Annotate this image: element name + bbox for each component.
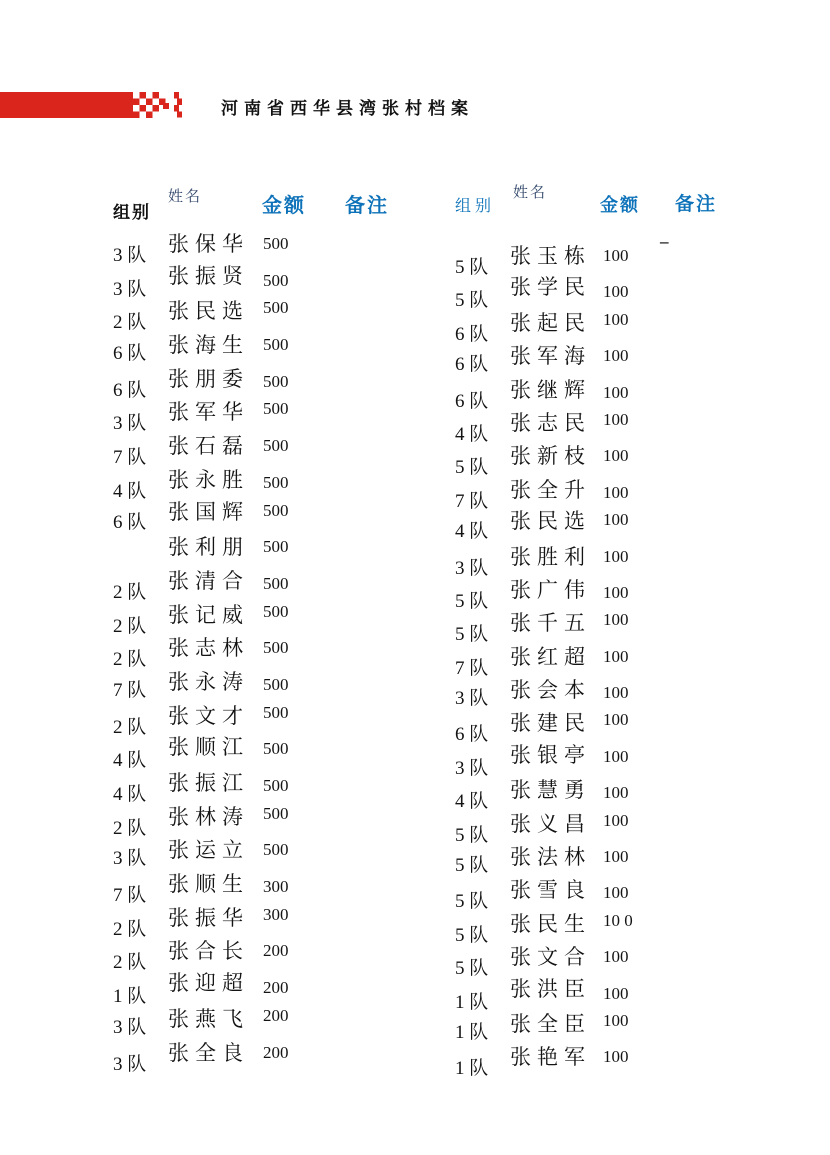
name-cell: 张军华 <box>168 400 249 425</box>
amount-cell: 300 <box>263 904 289 924</box>
group-cell: 1 队 <box>455 1021 489 1043</box>
amount-cell: 10 0 <box>603 910 633 930</box>
amount-cell: 500 <box>263 601 289 621</box>
name-cell: 张学民 <box>510 275 591 300</box>
amount-cell: 100 <box>603 282 629 302</box>
group-cell: 3 队 <box>113 848 147 870</box>
group-cell: 2 队 <box>113 918 147 940</box>
right-header-group: 组别 <box>455 198 496 215</box>
name-cell: 张顺江 <box>168 735 249 760</box>
name-cell: 张利朋 <box>168 535 249 560</box>
amount-cell: 100 <box>603 683 629 703</box>
name-cell: 张艳军 <box>510 1045 591 1070</box>
left-header-group: 组别 <box>113 203 151 222</box>
group-cell: 4 队 <box>113 750 147 772</box>
name-cell: 张燕飞 <box>168 1006 249 1031</box>
group-cell: 5 队 <box>455 624 489 646</box>
group-cell: 6 队 <box>455 390 489 412</box>
group-cell: 5 队 <box>455 824 489 846</box>
amount-cell: 500 <box>263 472 289 492</box>
name-cell: 张永涛 <box>168 669 249 694</box>
group-cell: 6 队 <box>455 323 489 345</box>
name-cell: 张全升 <box>510 477 591 502</box>
group-cell: 3 队 <box>113 1016 147 1038</box>
group-cell: 6 队 <box>113 379 147 401</box>
right-header-amount: 金额 <box>600 195 640 215</box>
amount-cell: 500 <box>263 573 289 593</box>
group-cell: 4 队 <box>113 784 147 805</box>
amount-cell: 100 <box>603 246 629 265</box>
group-cell: 2 队 <box>113 649 147 671</box>
name-cell: 张民选 <box>510 509 591 534</box>
group-cell: 3 队 <box>113 245 147 266</box>
left-header-amount: 金额 <box>262 195 306 217</box>
amount-cell: 500 <box>263 537 289 557</box>
group-cell: 1 队 <box>455 991 489 1013</box>
group-cell: 7 队 <box>455 657 489 679</box>
group-cell: 5 队 <box>455 891 489 913</box>
amount-cell: 500 <box>263 436 289 456</box>
amount-cell: 500 <box>263 674 289 694</box>
group-cell: 1 队 <box>455 1058 489 1080</box>
name-cell: 张慧勇 <box>510 778 591 803</box>
amount-cell: 100 <box>603 510 629 530</box>
name-cell: 张军海 <box>510 344 591 369</box>
amount-cell: 500 <box>263 803 289 823</box>
name-cell: 张广伟 <box>510 577 591 602</box>
group-cell: 7 队 <box>113 679 147 701</box>
name-cell: 张石磊 <box>168 434 249 459</box>
name-cell: 张林涛 <box>168 804 249 829</box>
amount-cell: 100 <box>603 847 629 867</box>
group-cell: 6 队 <box>113 343 147 365</box>
name-cell: 张起民 <box>510 310 591 335</box>
name-cell: 张会本 <box>510 678 591 703</box>
group-cell: 5 队 <box>455 855 489 877</box>
name-cell: 张合长 <box>168 939 249 964</box>
amount-cell: 500 <box>263 500 289 520</box>
amount-cell: 200 <box>263 1042 289 1062</box>
group-cell: 2 队 <box>113 952 147 974</box>
name-cell: 张义昌 <box>510 811 591 836</box>
group-cell: 2 队 <box>113 581 147 603</box>
amount-cell: 500 <box>263 371 289 391</box>
right-header-remark: 备注 <box>675 194 718 215</box>
amount-cell: 100 <box>603 346 629 366</box>
amount-cell: 500 <box>263 776 289 795</box>
group-cell: 4 队 <box>455 791 489 813</box>
group-cell: 7 队 <box>113 447 147 469</box>
group-cell: 3 队 <box>455 757 489 779</box>
amount-cell: 100 <box>603 382 629 402</box>
amount-cell: 200 <box>263 941 289 961</box>
amount-cell: 100 <box>603 446 629 466</box>
group-cell: 5 队 <box>455 958 489 980</box>
name-cell: 张继辉 <box>510 377 591 402</box>
left-header-remark: 备注 <box>345 195 389 217</box>
amount-cell: 500 <box>263 840 289 860</box>
group-cell: 2 队 <box>113 312 147 334</box>
amount-cell: 500 <box>263 335 289 355</box>
group-cell: 6 队 <box>455 724 489 746</box>
amount-cell: 100 <box>603 309 629 329</box>
name-cell: 张红超 <box>510 644 591 669</box>
amount-cell: 500 <box>263 702 289 722</box>
name-cell: 张清合 <box>168 568 249 593</box>
group-cell: 4 队 <box>455 423 489 445</box>
group-cell: 3 队 <box>455 688 489 710</box>
name-cell: 张银亭 <box>510 742 591 767</box>
group-cell: 5 队 <box>455 924 489 946</box>
name-cell: 张新枝 <box>510 444 591 469</box>
name-cell: 张振江 <box>168 771 249 795</box>
name-cell: 张法林 <box>510 845 591 870</box>
name-cell: 张文合 <box>510 945 591 970</box>
group-cell: 4 队 <box>113 480 147 502</box>
name-cell: 张雪良 <box>510 878 591 903</box>
name-cell: 张胜利 <box>510 544 591 569</box>
group-cell: 6 队 <box>455 354 489 376</box>
right-header-name: 姓名 <box>513 184 548 201</box>
amount-cell: 200 <box>263 978 289 998</box>
group-cell: 5 队 <box>455 590 489 612</box>
group-cell: 5 队 <box>455 290 489 312</box>
name-cell: 张文才 <box>168 703 249 728</box>
name-cell: 张建民 <box>510 711 591 736</box>
amount-cell: 500 <box>263 270 289 290</box>
group-cell: 2 队 <box>113 716 147 738</box>
group-cell: 7 队 <box>455 490 489 512</box>
name-cell: 张保华 <box>168 232 249 256</box>
amount-cell: 100 <box>603 983 629 1003</box>
red-banner <box>0 92 133 118</box>
left-header-name: 姓名 <box>168 188 203 205</box>
group-cell: 3 队 <box>113 1053 147 1075</box>
name-cell: 张全臣 <box>510 1011 591 1036</box>
amount-cell: 100 <box>603 582 629 602</box>
amount-cell: 100 <box>603 409 629 429</box>
amount-cell: 100 <box>603 947 629 967</box>
group-cell: 6 队 <box>113 511 147 533</box>
name-cell: 张记威 <box>168 602 249 627</box>
amount-cell: 500 <box>263 739 289 759</box>
page-title: 河南省西华县湾张村档案 <box>221 99 474 118</box>
remark-cell: – <box>660 232 669 251</box>
amount-cell: 100 <box>603 710 629 730</box>
name-cell: 张志民 <box>510 410 591 435</box>
name-cell: 张运立 <box>168 838 249 863</box>
name-cell: 张顺生 <box>168 872 249 897</box>
amount-cell: 100 <box>603 810 629 830</box>
name-cell: 张全良 <box>168 1040 249 1065</box>
amount-cell: 300 <box>263 877 289 897</box>
amount-cell: 100 <box>603 783 629 803</box>
group-cell: 2 队 <box>113 615 147 637</box>
name-cell: 张迎超 <box>168 971 249 996</box>
name-cell: 张民选 <box>168 299 249 324</box>
red-checker-pattern <box>133 92 191 119</box>
amount-cell: 100 <box>603 546 629 566</box>
amount-cell: 500 <box>263 399 289 419</box>
name-cell: 张玉栋 <box>510 244 591 268</box>
group-cell: 5 队 <box>455 457 489 479</box>
group-cell: 5 队 <box>455 257 489 278</box>
amount-cell: 100 <box>603 646 629 666</box>
group-cell: 1 队 <box>113 986 147 1008</box>
amount-cell: 200 <box>263 1005 289 1025</box>
name-cell: 张民生 <box>510 911 591 936</box>
name-cell: 张振华 <box>168 905 249 930</box>
group-cell: 3 队 <box>113 278 147 300</box>
name-cell: 张海生 <box>168 333 249 358</box>
group-cell: 3 队 <box>113 413 147 435</box>
name-cell: 张洪臣 <box>510 976 591 1001</box>
amount-cell: 500 <box>263 234 289 253</box>
name-cell: 张振贤 <box>168 263 249 288</box>
group-cell: 7 队 <box>113 885 147 907</box>
name-cell: 张国辉 <box>168 499 249 524</box>
group-cell: 2 队 <box>113 817 147 839</box>
group-cell: 4 队 <box>455 521 489 543</box>
amount-cell: 100 <box>603 1047 629 1067</box>
name-cell: 张朋委 <box>168 366 249 391</box>
name-cell: 张千五 <box>510 611 591 636</box>
amount-cell: 100 <box>603 746 629 766</box>
amount-cell: 100 <box>603 883 629 903</box>
name-cell: 张志林 <box>168 636 249 661</box>
name-cell: 张永胜 <box>168 467 249 492</box>
amount-cell: 500 <box>263 638 289 658</box>
amount-cell: 500 <box>263 298 289 318</box>
amount-cell: 100 <box>603 482 629 502</box>
amount-cell: 100 <box>603 1010 629 1030</box>
group-cell: 3 队 <box>455 557 489 579</box>
amount-cell: 100 <box>603 610 629 630</box>
